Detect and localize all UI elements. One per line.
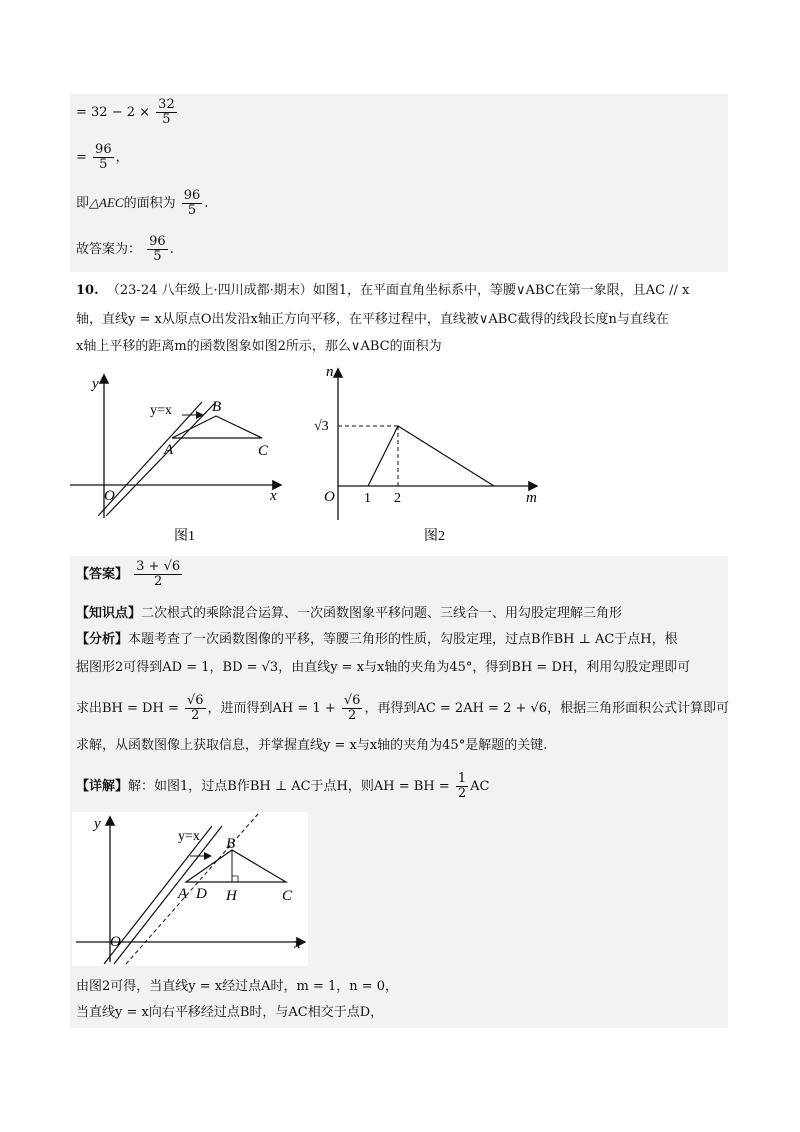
question-line-2: 轴，直线y = x从原点O出发沿x轴正方向平移，在平移过程中，直线被∨ABC截得的线段长度n与直线在 <box>76 312 669 327</box>
analysis-line-4: 求解，从函数图像上获取信息，并掌握直线y = x与x轴的夹角为45°是解题的关键. <box>76 738 548 753</box>
label-a-3: A <box>178 886 188 902</box>
figure-1 <box>60 368 290 548</box>
right-angle-mark <box>232 876 238 882</box>
label-y: y <box>92 376 99 392</box>
label-m: m <box>526 490 537 506</box>
label-line-3: y=x <box>178 829 200 844</box>
knowledge-label: 【知识点】 <box>76 606 142 621</box>
tail-line-2: 当直线y = x向右平移经过点B时，与AC相交于点D， <box>76 1005 384 1020</box>
answer-line <box>76 560 184 589</box>
analysis-line-3: 求出BH = DH = $\frac{√6}{2}$ ，进而得到AH = 1 + $\frac{√6}{2}$ ，再得到AC = 2AH = 2 + √6，根据三角形面积公式计算即可 <box>76 693 730 723</box>
knowledge-line <box>76 605 622 623</box>
tick-1: 1 <box>364 491 371 506</box>
label-b-3: B <box>226 836 236 852</box>
figure-3 <box>72 812 308 966</box>
label-n: n <box>326 364 334 380</box>
label-c-3: C <box>282 888 293 904</box>
analysis-label: 【分析】 <box>76 632 129 647</box>
label-c: C <box>258 443 269 459</box>
label-o2: O <box>324 489 335 505</box>
label-a: A <box>164 442 174 458</box>
function-graph <box>368 426 494 486</box>
fraction-final: $\frac{96}{5}$ <box>149 234 166 264</box>
question-line-3: x轴上平移的距离m的函数图象如图2所示，那么∨ABC的面积为 <box>76 339 442 354</box>
tick-sqrt3: √3 <box>314 419 329 434</box>
tick-2: 2 <box>394 491 401 506</box>
shifted-line <box>106 402 216 516</box>
detail-line: 【详解】解：如图1，过点B作BH ⊥ AC于点H，则AH = BH = $\frac{1}{2}$ AC <box>76 771 490 801</box>
analysis-line-1: 【分析】本题考查了一次函数图像的平移，等腰三角形的性质，勾股定理，过点B作BH ⊥ AC于点H，根 <box>76 632 678 647</box>
solution-line-2: = $\frac{96}{5}$ ， <box>76 142 129 172</box>
question-line-1 <box>76 282 689 300</box>
label-o-3: O <box>110 934 121 950</box>
solution-line-1: = 32 − 2 × $\frac{32}{5}$ <box>76 97 175 127</box>
fraction-half: $\frac{1}{2}$ <box>457 771 467 801</box>
label-h-3: H <box>226 888 237 904</box>
figure-2 <box>306 362 546 548</box>
triangle-abc-3 <box>186 850 286 882</box>
detail-label: 【详解】 <box>76 779 129 794</box>
fraction-sqrt6-2-b: $\frac{√6}{2}$ <box>343 693 361 723</box>
label-y-3: y <box>94 816 101 832</box>
knowledge-text: 二次根式的乘除混合运算、一次函数图象平移问题、三线合一、用勾股定理解三角形 <box>141 606 623 621</box>
label-o: O <box>104 488 115 504</box>
answer-fraction: $\frac{3 + √6}{2}$ <box>136 559 181 589</box>
solution-line-3: 即△AEC的面积为 $\frac{96}{5}$ . <box>76 188 209 218</box>
fraction-sqrt6-2: $\frac{√6}{2}$ <box>186 693 204 723</box>
label-x-3: x <box>294 936 301 952</box>
question-source: （23-24 八年级上·四川成都·期末） <box>106 283 313 298</box>
caption-2: 图2 <box>424 529 445 544</box>
answer-label: 【答案】 <box>76 567 129 582</box>
label-line: y=x <box>150 403 172 418</box>
fraction-area: $\frac{96}{5}$ <box>183 188 201 218</box>
analysis-line-2: 据图形2可得到AD = 1，BD = √3，由直线y = x与x轴的夹角为45°，得到BH = DH，利用勾股定理即可 <box>76 660 691 675</box>
caption-1: 图1 <box>174 529 195 544</box>
question-text-1: 如图1，在平面直角坐标系中，等腰∨ABC在第一象限，且AC // x <box>312 283 690 298</box>
fraction-32-5: $\frac{32}{5}$ <box>158 97 175 127</box>
label-d-3: D <box>196 886 207 902</box>
label-x: x <box>270 488 277 504</box>
solution-line-4: 故答案为： $\frac{96}{5}$ . <box>76 234 174 264</box>
tail-line-1: 由图2可得，当直线y = x经过点A时，m = 1，n = 0， <box>76 979 399 994</box>
fraction-96-5: $\frac{96}{5}$ <box>95 142 112 172</box>
label-b: B <box>212 399 222 415</box>
question-number: 10. <box>76 283 99 298</box>
